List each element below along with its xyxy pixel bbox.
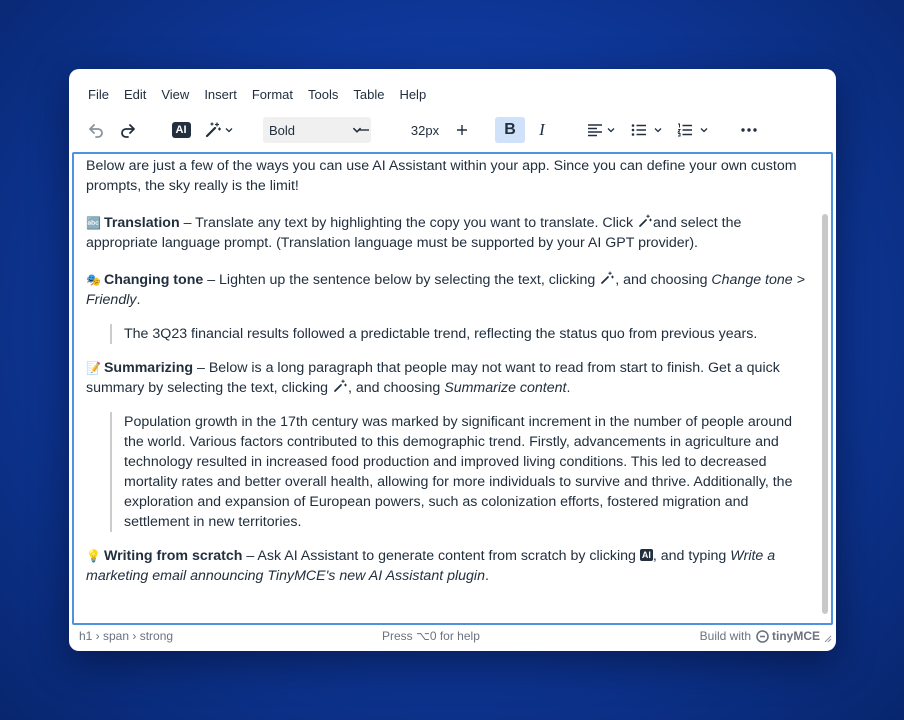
summarizing-text-c: . [566,380,571,396]
chevron-down-icon [224,125,234,135]
bullet-list-icon [631,123,647,137]
font-size-input[interactable] [403,115,447,145]
chevron-down-icon [606,125,616,135]
tone-heading: Changing tone [103,272,204,288]
ai-prompts-dropdown[interactable] [201,115,237,145]
summarizing-text-a: – Below is a long paragraph that people may not want to read from start to finish. Get a quick summary by selecting the text, clicking [86,360,780,396]
italic-icon: I [539,120,545,139]
tinymce-brand: tinyMCE [772,629,820,643]
menu-format[interactable]: Format [251,86,293,102]
translation-heading: Translation [103,215,180,231]
translation-text-b: and select the appropriate language prompt. (Translation language must be supported by your AI GPT provider). [86,215,742,251]
menu-edit[interactable]: Edit [123,86,147,102]
more-button[interactable] [737,115,761,145]
element-path[interactable]: h1 › span › strong [79,629,174,643]
align-dropdown[interactable] [583,115,619,145]
resize-handle-icon[interactable] [822,633,832,643]
editor-window [69,69,836,651]
scratch-text-a: – Ask AI Assistant to generate content from scratch by clicking [242,548,640,564]
scratch-paragraph [86,546,808,586]
tone-emoji: 🎭 [86,273,101,287]
scratch-emoji: 💡 [86,549,101,563]
translation-text-a: – Translate any text by highlighting the copy you want to translate. Click [179,215,638,231]
scratch-text-c: . [484,568,489,584]
menu-table[interactable]: Table [353,86,385,102]
bullet-list-dropdown[interactable] [627,115,667,145]
bold-icon: B [504,121,516,138]
blockquote-population [110,412,808,532]
quote-population-text: Population growth in the 17th century was marked by significant increment in the number of people around the world. Various factors contributed to this demographic trend. Firstly, advancements in agriculture and technology resulted in increased food production and improved living conditions. This led to decreased mortality rates and better overall health, allowing for more individuals to survive and thrive. Additionally, the exploration and expansion of European powers, such as colonization efforts, fostered migration and settlement in new territories. [124,414,793,530]
scrollbar[interactable] [822,214,828,614]
italic-button[interactable] [531,115,553,145]
translation-emoji: 🔤 [86,216,101,230]
help-hint: Press ⌥0 for help [382,629,480,643]
decrease-font-size-button[interactable] [354,115,374,145]
magic-wand-icon [638,214,652,228]
align-left-icon [587,123,603,137]
quote-financial-text: The 3Q23 financial results followed a predictable trend, reflecting the status quo from previous years. [124,326,758,342]
menu-help[interactable]: Help [399,86,427,102]
branding-link[interactable] [700,629,820,643]
undo-icon [87,121,105,139]
block-format-value: Bold [269,122,296,138]
menu-insert[interactable]: Insert [204,86,237,102]
scratch-text-b: , and typing [652,548,731,564]
magic-wand-icon [333,379,347,393]
ai-icon: AI [172,122,191,138]
tone-text-c: . [136,292,141,308]
scratch-heading: Writing from scratch [103,548,243,564]
numbered-list-dropdown[interactable] [673,115,713,145]
toolbar [69,115,836,145]
translation-paragraph [86,213,808,253]
tone-text-a: – Lighten up the sentence below by selecting the text, clicking [203,272,600,288]
menubar [69,83,836,105]
intro-paragraph: Below are just a few of the ways you can use AI Assistant within your app. Since you can define your own custom prompts, the sky really is the limit! [86,158,797,194]
redo-icon [119,121,137,139]
build-with-text: Build with [699,629,751,643]
menu-tools[interactable]: Tools [308,86,339,102]
minus-icon [358,124,370,136]
summarizing-heading: Summarizing [103,360,194,376]
menu-file[interactable]: File [88,86,109,102]
summarizing-text-b: , and choosing [348,380,445,396]
editor-content-area[interactable] [72,152,833,625]
menu-view[interactable]: View [161,86,190,102]
tone-text-b: , and choosing [615,272,712,288]
tinymce-logo-icon [756,630,769,643]
summarizing-paragraph [86,358,808,398]
summarizing-emoji: 📝 [86,361,101,375]
blockquote-financial [110,324,808,344]
ai-assistant-button[interactable] [169,115,193,145]
plus-icon [456,124,468,136]
more-dots-icon [741,128,757,132]
magic-wand-icon [204,121,222,139]
ai-icon: AI [641,550,651,560]
numbered-list-icon [677,123,693,137]
statusbar [69,626,836,648]
increase-font-size-button[interactable] [452,115,472,145]
tone-paragraph [86,270,808,310]
tone-italic: Change tone > Friendly [86,272,805,308]
scratch-italic: Write a marketing email announcing TinyMCE's new AI Assistant plugin [86,548,776,584]
font-size-value: 32px [410,122,440,138]
chevron-down-icon [699,125,709,135]
document-body [86,156,808,586]
magic-wand-icon [600,271,614,285]
redo-button[interactable] [117,115,139,145]
chevron-down-icon [653,125,663,135]
summarizing-italic: Summarize content [444,380,567,396]
bold-button[interactable] [495,117,525,143]
undo-button[interactable] [85,115,107,145]
